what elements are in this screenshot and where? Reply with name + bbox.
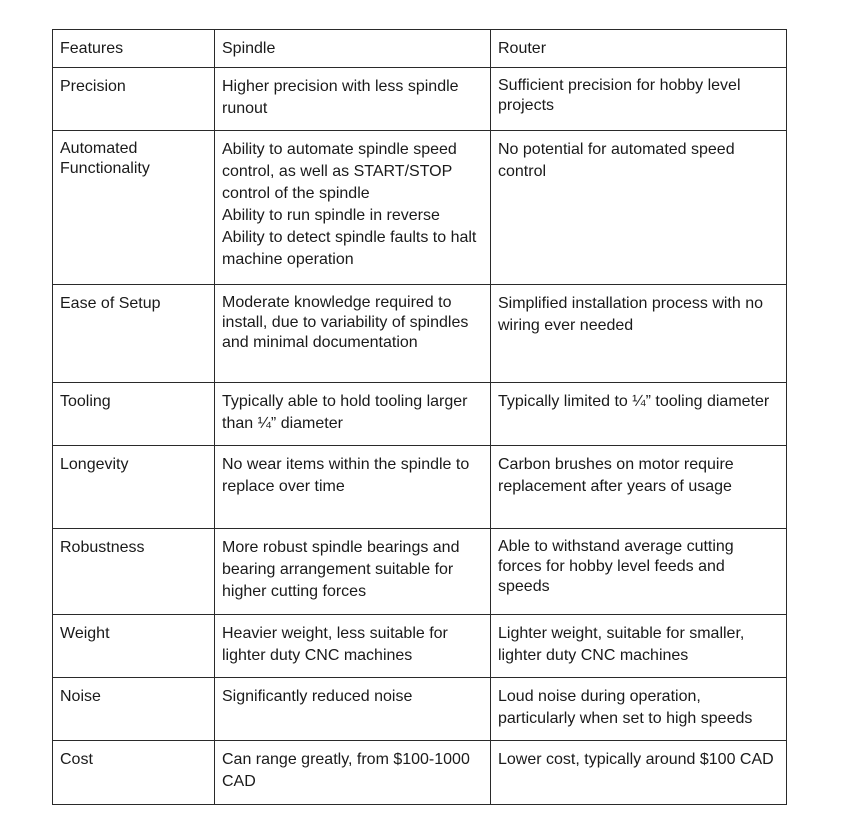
spindle-router-comparison-table [52, 29, 787, 805]
cell-text: Heavier weight, less suitable for lighter duty CNC machines [222, 625, 448, 664]
table-row [53, 285, 787, 383]
cell-text: Higher precision with less spindle runout [222, 78, 459, 117]
spindle-cell [215, 741, 491, 805]
table-header-row [53, 30, 787, 68]
feature-cell: Longevity [53, 446, 215, 529]
cell-text: Significantly reduced noise [222, 688, 413, 705]
spindle-cell [215, 529, 491, 615]
cell-text: Loud noise during operation, particularly when set to high speeds [498, 688, 753, 727]
router-cell [491, 131, 787, 285]
cell-text: Can range greatly, from $100-1000 CAD [222, 751, 470, 790]
cell-text: Ability to automate spindle speed control, as well as START/STOP control of the spindle [222, 141, 457, 202]
spindle-cell [215, 131, 491, 285]
cell-text: Typically limited to ¼” tooling diameter [498, 393, 770, 410]
table-row [53, 529, 787, 615]
spindle-cell [215, 285, 491, 383]
feature-cell: Robustness [53, 529, 215, 615]
feature-cell: Cost [53, 741, 215, 805]
cell-text: Automated Functionality [60, 140, 150, 177]
spindle-cell [215, 383, 491, 446]
cell-text: No potential for automated speed control [498, 141, 735, 180]
feature-cell: Ease of Setup [53, 285, 215, 383]
feature-cell: Noise [53, 678, 215, 741]
cell-text: Ability to run spindle in reverse [222, 207, 440, 224]
header-features: Features [53, 30, 215, 68]
header-spindle: Spindle [215, 30, 491, 68]
cell-text: More robust spindle bearings and bearing arrangement suitable for higher cutting forces [222, 539, 460, 600]
router-cell [491, 741, 787, 805]
cell-text: Typically able to hold tooling larger than ¼” diameter [222, 393, 468, 432]
feature-cell: Weight [53, 615, 215, 678]
spindle-cell [215, 446, 491, 529]
feature-cell [53, 131, 215, 285]
feature-cell: Precision [53, 68, 215, 131]
cell-text: Able to withstand average cutting forces for hobby level feeds and speeds [498, 538, 734, 595]
cell-text: Lower cost, typically around $100 CAD [498, 751, 774, 768]
table-row [53, 678, 787, 741]
cell-text: Simplified installation process with no wiring ever needed [498, 295, 764, 334]
router-cell [491, 285, 787, 383]
cell-text: Sufficient precision for hobby level projects [498, 77, 741, 114]
router-cell [491, 68, 787, 131]
router-cell [491, 529, 787, 615]
table-row [53, 68, 787, 131]
router-cell [491, 678, 787, 741]
table-row [53, 383, 787, 446]
table-row [53, 446, 787, 529]
spindle-cell [215, 68, 491, 131]
cell-text: Moderate knowledge required to install, due to variability of spindles and minimal documentation [222, 294, 469, 351]
table-row [53, 741, 787, 805]
spindle-cell [215, 615, 491, 678]
cell-text: Ability to detect spindle faults to halt machine operation [222, 229, 477, 268]
header-router: Router [491, 30, 787, 68]
feature-cell: Tooling [53, 383, 215, 446]
table-row [53, 131, 787, 285]
router-cell [491, 615, 787, 678]
cell-text: No wear items within the spindle to replace over time [222, 456, 470, 495]
cell-text: Carbon brushes on motor require replacement after years of usage [498, 456, 734, 495]
spindle-cell [215, 678, 491, 741]
router-cell [491, 383, 787, 446]
cell-text: Lighter weight, suitable for smaller, lighter duty CNC machines [498, 625, 745, 664]
router-cell [491, 446, 787, 529]
table-row [53, 615, 787, 678]
